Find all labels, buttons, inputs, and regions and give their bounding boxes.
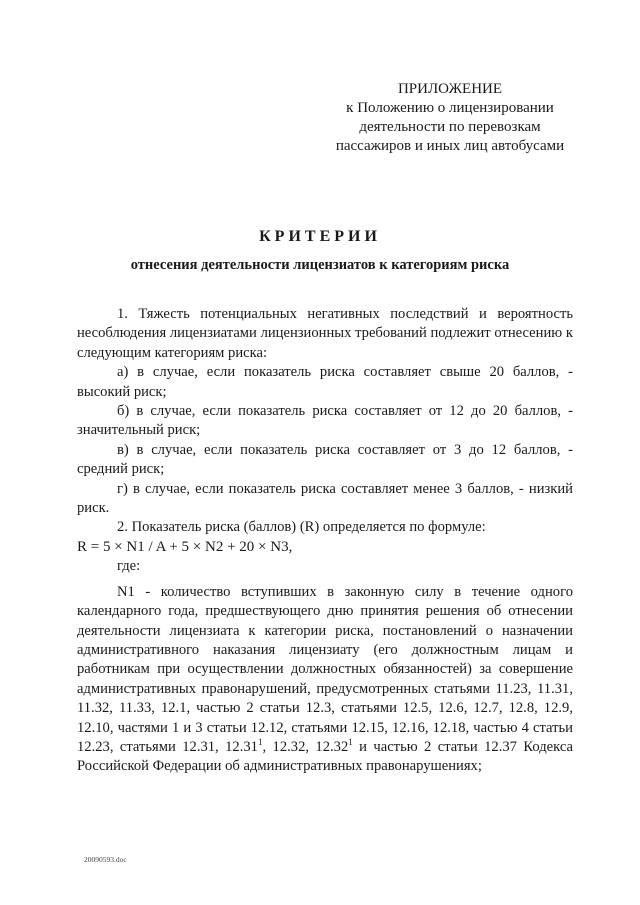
paragraph-v: в) в случае, если показатель риска составляет от 3 до 12 баллов, - средний риск;	[77, 441, 573, 478]
appendix-header	[300, 80, 600, 156]
document-subtitle: отнесения деятельности лицензиатов к категориям риска	[130, 257, 510, 273]
n1-text: N1 - количество вступивших в законную силу в течение одного календарного года, предшествующего дню принятия решения об отнесении деятельности лицензиата к категории риска, постановлений о назначении административного наказания лицензиату (его должностным лицам и работникам при осуществлении должностных обязанностей) за совершение административных правонарушений, предусмотренных статьями 11.23, 11.31, 11.32, 11.33, 12.1, частью 2 статьи 12.3, статьями 12.5, 12.6, 12.7, 12.8, 12.9, 12.10, частями 1 и 3 статьи 12.12, статьями 12.15, 12.16, 12.18, частью 4 статьи 12.23, статьями 12.31, 12.31	[77, 583, 573, 755]
superscript: 1	[257, 737, 263, 748]
paragraph-a: а) в случае, если показатель риска составляет свыше 20 баллов, - высокий риск;	[77, 364, 573, 400]
appendix-title: ПРИЛОЖЕНИЕ	[397, 81, 503, 97]
n1-text: и частью 2 статьи 12.37 Кодекса Российской Федерации об административных правонарушениях;	[77, 738, 574, 775]
document-body	[77, 305, 573, 777]
document-title: КРИТЕРИИ	[259, 228, 381, 245]
paragraph-g: г) в случае, если показатель риска составляет менее 3 баллов, - низкий риск.	[77, 480, 573, 517]
paragraph-b: б) в случае, если показатель риска составляет от 12 до 20 баллов, - значительный риск;	[77, 403, 573, 439]
appendix-line: деятельности по перевозкам	[359, 119, 541, 135]
n1-text: , 12.32, 12.32	[262, 738, 349, 755]
file-name-footer: 20090593.doc	[84, 855, 127, 864]
superscript: 1	[348, 737, 353, 748]
appendix-line: пассажиров и иных лиц автобусами	[335, 138, 565, 154]
appendix-line: к Положению о лицензировании	[346, 100, 554, 116]
risk-formula: R = 5 × N1 / A + 5 × N2 + 20 × N3,	[77, 538, 293, 555]
where-label: где:	[117, 558, 141, 575]
paragraph-n1	[77, 583, 573, 777]
paragraph-2: 2. Показатель риска (баллов) (R) определяется по формуле:	[117, 519, 486, 536]
paragraph-1: 1. Тяжесть потенциальных негативных последствий и вероятность несоблюдения лицензиатами лицензионных требований подлежит отнесению к следующим категориям риска:	[77, 306, 573, 361]
